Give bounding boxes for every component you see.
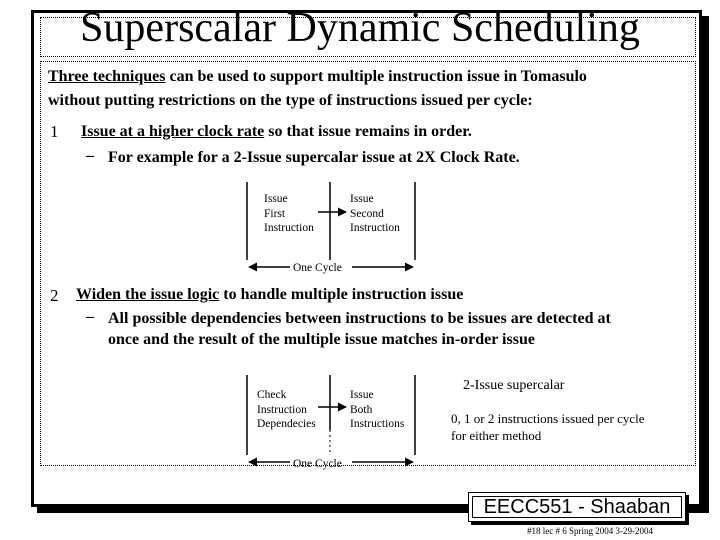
item1-subpoint: For example for a 2-Issue supercalar issue at 2X Clock Rate. — [108, 149, 520, 166]
diagram1-right-label: Issue Second Instruction — [350, 193, 400, 234]
diagram2-left-label: Check Instruction Dependecies — [257, 389, 316, 430]
diagram2-cycle-label: One Cycle — [293, 458, 342, 470]
diagram1-left-label: Issue First Instruction — [264, 193, 314, 234]
intro-line1-rest: can be used to support multiple instruction issue in Tomasulo — [165, 68, 587, 85]
item2-sub-line1: All possible dependencies between instructions to be issues are detected at — [108, 310, 611, 327]
item2-dash: – — [86, 308, 94, 325]
item2-rest: to handle multiple instruction issue — [219, 286, 464, 303]
item1-underlined: Issue at a higher clock rate — [81, 123, 265, 140]
side-note-line1: 0, 1 or 2 instructions issued per cycle — [451, 411, 645, 426]
intro-line2: without putting restrictions on the type of instructions issued per cycle: — [48, 92, 533, 109]
footer-course-label: EECC551 - Shaaban — [472, 496, 682, 518]
footer-course-box — [468, 492, 686, 522]
item2-number: 2 — [50, 286, 59, 305]
diagram2-right-label: Issue Both Instructions — [350, 389, 405, 430]
side-note-heading: 2-Issue supercalar — [463, 378, 565, 393]
diagram1-cycle-label: One Cycle — [293, 262, 342, 274]
item1-rest: so that issue remains in order. — [264, 123, 472, 140]
item1-dash: – — [86, 147, 94, 164]
slide-title: Superscalar Dynamic Scheduling — [80, 5, 640, 51]
side-note-line2: for either method — [451, 428, 542, 443]
intro-techniques: Three techniques — [48, 68, 166, 85]
footer-meta: #18 lec # 6 Spring 2004 3-29-2004 — [527, 526, 653, 536]
item2-underlined: Widen the issue logic — [76, 286, 220, 303]
item2-sub-line2: once and the result of the multiple issue matches in-order issue — [108, 331, 535, 348]
item1-number: 1 — [50, 122, 59, 141]
